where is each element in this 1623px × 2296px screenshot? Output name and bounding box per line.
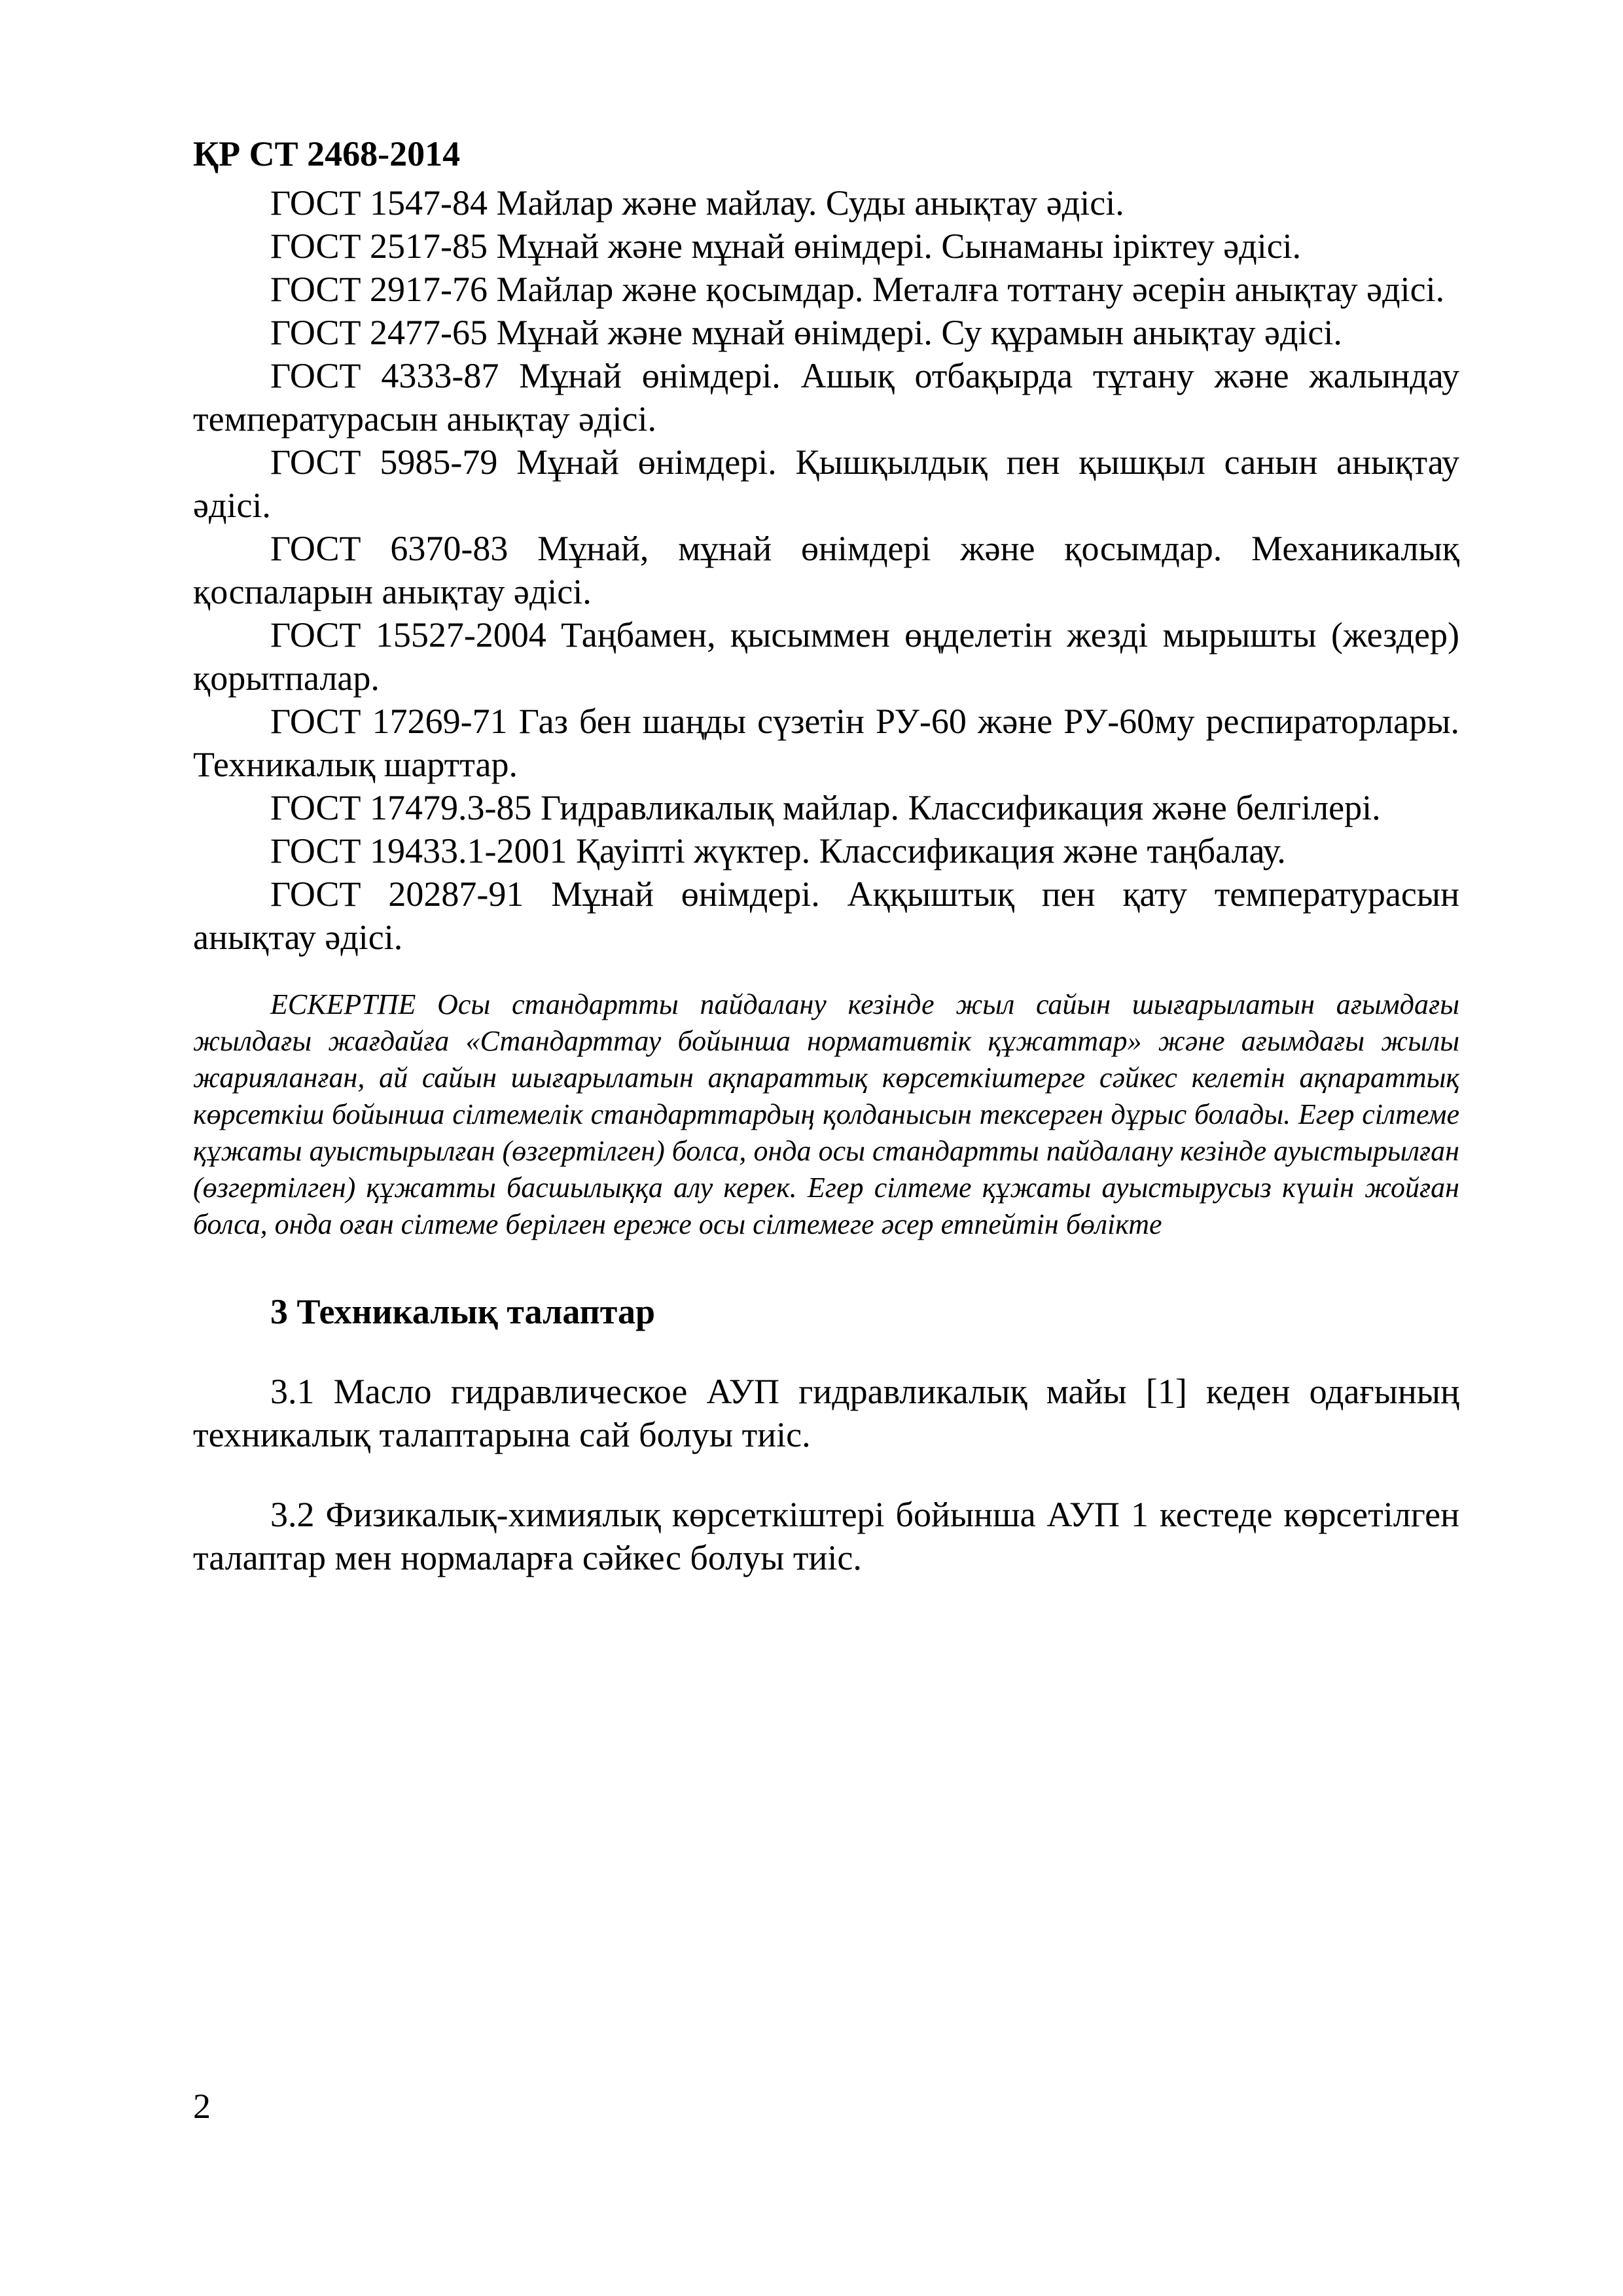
requirement-paragraph: 3.2 Физикалық-химиялық көрсеткіштері бойынша АУП 1 кестеде көрсетілген талаптар мен нормаларға сәйкес болуы тиіс. [193, 1495, 1459, 1577]
reference-item: ГОСТ 2517-85 Мұнай және мұнай өнімдері. Сынаманы іріктеу әдісі. [270, 226, 1302, 266]
requirement-paragraph: 3.1 Масло гидравлическое АУП гидравликалық майы [1] кеден одағының техникалық талаптарына сай болуы тиіс. [193, 1372, 1459, 1454]
reference-item: ГОСТ 5985-79 Мұнай өнімдері. Қышқылдық пен қышқыл санын анықтау әдісі. [193, 442, 1459, 525]
document-code: ҚР СТ 2468-2014 [193, 134, 461, 173]
section-heading: 3 Техникалық талаптар [270, 1292, 655, 1331]
reference-item: ГОСТ 15527-2004 Таңбамен, қысыммен өңделетін жезді мырышты (жездер) қорытпалар. [193, 615, 1459, 698]
normative-references-list [193, 181, 1459, 959]
reference-item: ГОСТ 17479.3-85 Гидравликалық майлар. Классификация және белгілері. [270, 788, 1381, 827]
reference-item: ГОСТ 4333-87 Мұнай өнімдері. Ашық отбақырда тұтану және жалындау температурасын анықтау әдісі. [193, 356, 1459, 439]
document-page [193, 134, 1459, 1579]
reference-item: ГОСТ 2477-65 Мұнай және мұнай өнімдері. Су құрамын анықтау әдісі. [270, 313, 1342, 352]
reference-item: ГОСТ 19433.1-2001 Қауіпті жүктер. Классификация және таңбалау. [270, 831, 1286, 870]
reference-item: ГОСТ 6370-83 Мұнай, мұнай өнімдері және қосымдар. Механикалық қоспаларын анықтау әдісі. [193, 529, 1459, 611]
reference-item: ГОСТ 20287-91 Мұнай өнімдері. Аққыштық пен қату температурасын анықтау әдісі. [193, 874, 1459, 957]
reference-item: ГОСТ 2917-76 Майлар және қосымдар. Металға тоттану әсерін анықтау әдісі. [270, 270, 1445, 309]
note-paragraph: ЕСКЕРТПЕ Осы стандартты пайдалану кезінде жыл сайын шығарылатын ағымдағы жылдағы жағдайға «Стандарттау бойынша нормативтік құжаттар» және ағымдағы жылы жарияланған, ай сайын шығарылатын ақпараттық көрсеткіштерге сәйкес келетін ақпараттық көрсеткіш бойынша сілтемелік стандарттардың қолданысын тексерген дұрыс болады. Егер сілтеме құжаты ауыстырылған (өзгертілген) болса, онда осы стандартты пайдалану кезінде ауыстырылған (өзгертілген) құжатты басшылыққа алу керек. Егер сілтеме құжаты ауыстырусыз күшін жойған болса, онда оған сілтеме берілген ереже осы сілтемеге әсер етпейтін бөлікте [193, 988, 1459, 1240]
page-number: 2 [193, 2087, 211, 2126]
reference-item: ГОСТ 17269-71 Газ бен шаңды сүзетін РУ-60 және РУ-60му респираторлары. Техникалық шарттар. [193, 702, 1459, 784]
reference-item: ГОСТ 1547-84 Майлар және майлау. Суды анықтау әдісі. [270, 183, 1124, 223]
